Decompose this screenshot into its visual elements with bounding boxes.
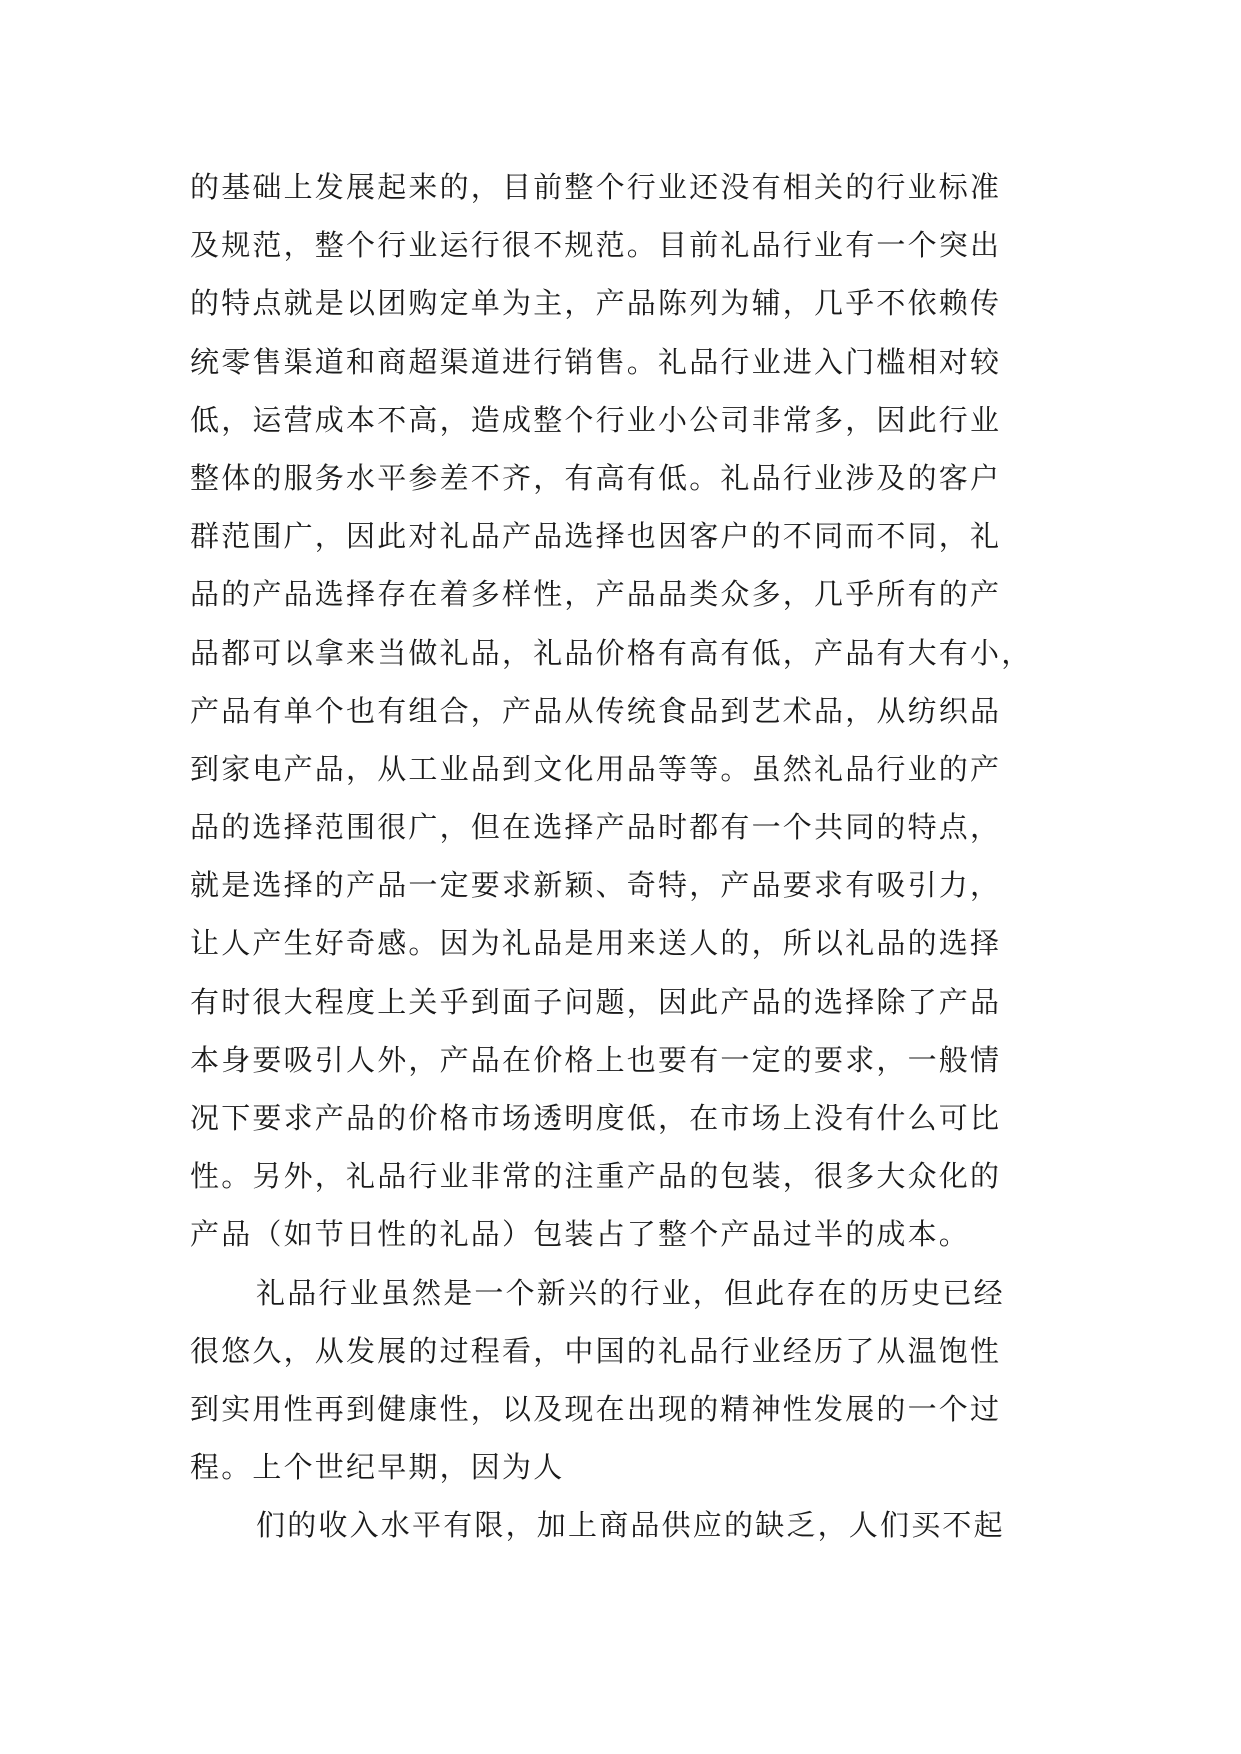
paragraph-start-line: 们的收入水平有限，加上商品供应的缺乏，人们买不起 <box>256 1508 1005 1543</box>
text-line: 到实用性再到健康性，以及现在出现的精神性发展的一个过 <box>190 1391 1002 1426</box>
text-line: 况下要求产品的价格市场透明度低，在市场上没有什么可比 <box>190 1101 1002 1135</box>
text-line: 很悠久，从发展的过程看，中国的礼品行业经历了从温饱性 <box>190 1333 1002 1368</box>
text-line: 让人产生好奇感。因为礼品是用来送人的，所以礼品的选择 <box>190 926 1002 961</box>
paragraph-start-line: 礼品行业虽然是一个新兴的行业，但此存在的历史已经 <box>256 1275 1005 1310</box>
text-line: 品都可以拿来当做礼品，礼品价格有高有低，产品有大有小， <box>190 635 1033 670</box>
text-line: 产品（如节日性的礼品）包装占了整个产品过半的成本。 <box>190 1217 971 1252</box>
text-line: 就是选择的产品一定要求新颖、奇特，产品要求有吸引力， <box>190 868 1002 903</box>
body-text <box>190 158 1050 1555</box>
text-line: 及规范，整个行业运行很不规范。目前礼品行业有一个突出 <box>190 228 1002 263</box>
text-line: 到家电产品，从工业品到文化用品等等。虽然礼品行业的产 <box>190 751 1002 786</box>
text-line: 品的选择范围很广，但在选择产品时都有一个共同的特点， <box>190 810 1002 845</box>
text-line: 低，运营成本不高，造成整个行业小公司非常多，因此行业 <box>190 402 1002 437</box>
text-line: 性。另外，礼品行业非常的注重产品的包装，很多大众化的 <box>190 1159 1002 1194</box>
text-line: 有时很大程度上关乎到面子问题，因此产品的选择除了产品 <box>190 984 1002 1019</box>
text-line: 本身要吸引人外，产品在价格上也要有一定的要求，一般情 <box>190 1042 1002 1077</box>
text-line: 群范围广，因此对礼品产品选择也因客户的不同而不同，礼 <box>190 519 1002 554</box>
text-line: 的特点就是以团购定单为主，产品陈列为辅，几乎不依赖传 <box>190 286 1002 321</box>
text-line: 的基础上发展起来的，目前整个行业还没有相关的行业标准 <box>190 170 1002 204</box>
text-line: 程。上个世纪早期，因为人 <box>190 1450 565 1485</box>
text-line: 统零售渠道和商超渠道进行销售。礼品行业进入门槛相对较 <box>190 344 1002 379</box>
text-line: 品的产品选择存在着多样性，产品品类众多，几乎所有的产 <box>190 577 1002 612</box>
text-line: 整体的服务水平参差不齐，有高有低。礼品行业涉及的客户 <box>190 460 1002 495</box>
text-line: 产品有单个也有组合，产品从传统食品到艺术品，从纺织品 <box>190 693 1002 728</box>
